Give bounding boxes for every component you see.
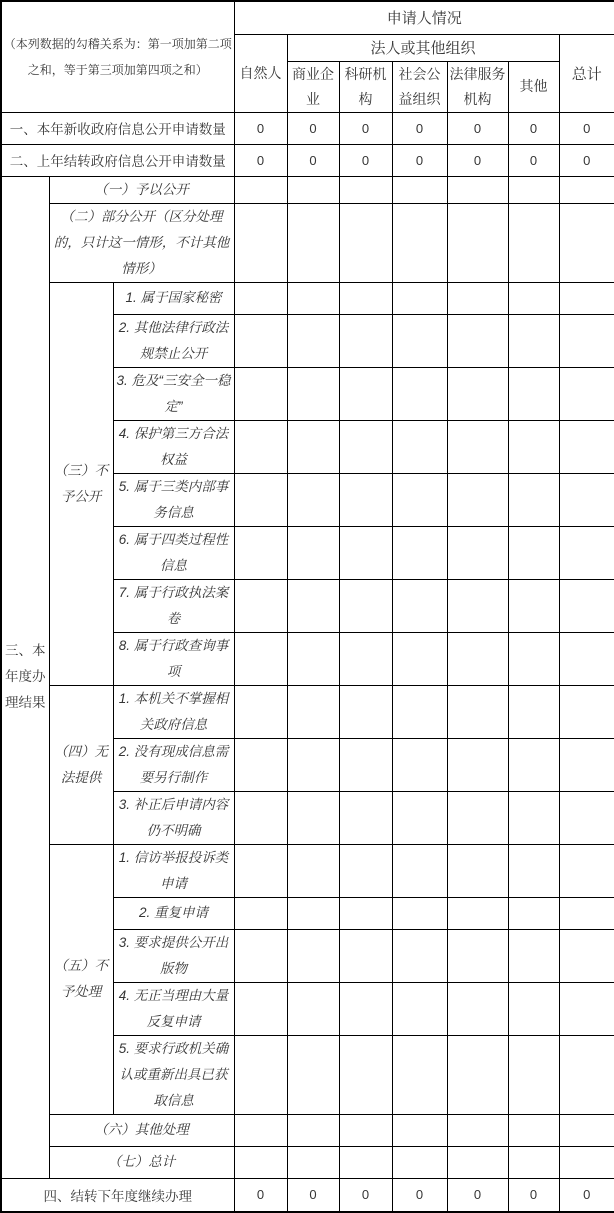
row-label: 4. 保护第三方合法权益 [113,420,234,473]
section-three-label: 三、本年度办理结果 [1,176,49,1178]
row-label: （二）部分公开（区分处理的，只计这一情形，不计其他情形） [49,203,234,282]
data-cell-empty [234,791,287,844]
row-label: 2. 没有现成信息需要另行制作 [113,738,234,791]
data-cell-empty [339,791,392,844]
header-public-welfare-org: 社会公益组织 [392,61,447,112]
row-label: 3. 危及“三安全一稳定” [113,367,234,420]
row-unable-1 [1,685,614,738]
data-cell-empty [339,1146,392,1178]
data-cell-empty [287,420,339,473]
data-cell: 0 [287,112,339,144]
data-cell-empty [234,685,287,738]
data-cell-empty [559,791,614,844]
data-cell-empty [447,473,508,526]
data-cell: 0 [234,1178,287,1212]
data-cell-empty [559,420,614,473]
header-research-institution: 科研机构 [339,61,392,112]
data-cell-empty [339,632,392,685]
data-cell-empty [392,1035,447,1114]
row-label: 1. 信访举报投诉类申请 [113,844,234,897]
group-not-disclosed-label: （三）不予公开 [49,282,113,685]
data-cell-empty [447,367,508,420]
data-cell-empty [559,632,614,685]
data-cell-empty [508,579,559,632]
data-cell-empty [392,203,447,282]
data-cell: 0 [508,112,559,144]
data-cell: 0 [392,144,447,176]
data-cell-empty [392,791,447,844]
data-cell-empty [508,1035,559,1114]
data-cell-empty [287,526,339,579]
data-cell-empty [287,579,339,632]
row-label: 7. 属于行政执法案卷 [113,579,234,632]
data-cell-empty [447,844,508,897]
data-cell-empty [508,791,559,844]
row-label: 2. 其他法律行政法规禁止公开 [113,314,234,367]
row-label: 5. 要求行政机关确认或重新出具已获取信息 [113,1035,234,1114]
data-cell-empty [392,473,447,526]
data-cell-empty [287,632,339,685]
data-cell-empty [508,1114,559,1146]
data-cell-empty [287,314,339,367]
row-label: 一、本年新收政府信息公开申请数量 [1,112,234,144]
data-cell-empty [234,632,287,685]
data-cell-empty [234,176,287,203]
data-cell-empty [392,420,447,473]
data-cell-empty [287,685,339,738]
data-cell-empty [447,176,508,203]
row-other-handling [1,1114,614,1146]
data-cell-empty [392,1114,447,1146]
data-cell: 0 [234,144,287,176]
row-granted [1,176,614,203]
data-cell: 0 [447,144,508,176]
data-cell-empty [508,844,559,897]
data-cell-empty [234,1146,287,1178]
data-cell-empty [508,176,559,203]
row-carried-from-prev [1,144,614,176]
data-cell-empty [392,176,447,203]
data-cell-empty [234,929,287,982]
row-label: 1. 本机关不掌握相关政府信息 [113,685,234,738]
row-label: 四、结转下年度继续办理 [1,1178,234,1212]
data-cell-empty [287,282,339,314]
data-cell-empty [339,982,392,1035]
data-cell-empty [234,982,287,1035]
row-label: 2. 重复申请 [113,897,234,929]
data-cell-empty [392,632,447,685]
data-cell-empty [339,579,392,632]
data-cell-empty [234,420,287,473]
data-cell-empty [339,929,392,982]
row-label: 1. 属于国家秘密 [113,282,234,314]
data-cell-empty [287,176,339,203]
data-cell-empty [508,632,559,685]
row-label: （七）总计 [49,1146,234,1178]
data-cell-empty [447,526,508,579]
data-cell-empty [339,314,392,367]
data-cell: 0 [392,112,447,144]
data-cell: 0 [287,1178,339,1212]
data-cell-empty [559,1114,614,1146]
data-cell: 0 [339,144,392,176]
data-cell-empty [559,929,614,982]
row-subtotal [1,1146,614,1178]
data-cell: 0 [559,1178,614,1212]
row-not-disclosed-1 [1,282,614,314]
data-cell-empty [559,282,614,314]
header-applicant-situation: 申请人情况 [234,1,614,34]
data-cell: 0 [447,1178,508,1212]
data-cell: 0 [339,112,392,144]
data-cell-empty [508,1146,559,1178]
header-legal-or-other-orgs: 法人或其他组织 [287,34,559,61]
data-cell-empty [392,282,447,314]
data-cell-empty [508,282,559,314]
data-cell-empty [508,526,559,579]
data-cell: 0 [559,144,614,176]
data-cell-empty [234,738,287,791]
data-cell-empty [234,473,287,526]
data-cell-empty [447,929,508,982]
data-cell-empty [559,526,614,579]
row-label: 3. 补正后申请内容仍不明确 [113,791,234,844]
data-cell-empty [234,579,287,632]
header-commercial-enterprise: 商业企业 [287,61,339,112]
data-cell-empty [287,1114,339,1146]
data-cell-empty [447,685,508,738]
data-cell-empty [508,203,559,282]
data-cell-empty [234,844,287,897]
data-cell: 0 [339,1178,392,1212]
row-label: 二、上年结转政府信息公开申请数量 [1,144,234,176]
data-cell-empty [447,1146,508,1178]
data-cell-empty [339,282,392,314]
header-legal-service-org: 法律服务机构 [447,61,508,112]
data-cell-empty [508,897,559,929]
data-cell-empty [339,367,392,420]
data-cell-empty [287,1035,339,1114]
data-cell-empty [447,282,508,314]
data-cell: 0 [508,1178,559,1212]
data-cell-empty [559,982,614,1035]
data-cell-empty [392,982,447,1035]
data-cell-empty [392,929,447,982]
reconciliation-note: （本列数据的勾稽关系为：第一项加第二项之和，等于第三项加第四项之和） [1,1,234,112]
header-natural-person: 自然人 [234,34,287,112]
data-cell-empty [287,897,339,929]
data-cell-empty [447,314,508,367]
group-unable-label: （四）无法提供 [49,685,113,844]
data-cell: 0 [287,144,339,176]
data-cell-empty [447,897,508,929]
data-cell-empty [339,897,392,929]
data-cell-empty [339,526,392,579]
data-cell: 0 [559,112,614,144]
data-cell-empty [287,203,339,282]
data-cell-empty [234,314,287,367]
data-cell-empty [447,632,508,685]
row-label: 6. 属于四类过程性信息 [113,526,234,579]
data-cell-empty [447,203,508,282]
data-cell-empty [234,203,287,282]
data-cell-empty [447,1114,508,1146]
header-other: 其他 [508,61,559,112]
data-cell-empty [559,685,614,738]
data-cell-empty [508,473,559,526]
data-cell-empty [559,203,614,282]
data-cell-empty [392,579,447,632]
data-cell-empty [447,982,508,1035]
data-cell-empty [339,420,392,473]
data-cell-empty [392,367,447,420]
data-cell-empty [392,1146,447,1178]
data-cell-empty [559,1035,614,1114]
data-cell-empty [508,420,559,473]
data-cell: 0 [447,112,508,144]
data-cell-empty [447,420,508,473]
data-cell-empty [287,367,339,420]
data-cell-empty [287,473,339,526]
data-cell-empty [339,738,392,791]
row-label: 5. 属于三类内部事务信息 [113,473,234,526]
data-cell-empty [287,982,339,1035]
data-cell-empty [508,982,559,1035]
data-cell-empty [392,844,447,897]
data-cell-empty [508,367,559,420]
data-cell-empty [447,1035,508,1114]
data-cell-empty [339,844,392,897]
data-cell-empty [392,685,447,738]
row-not-processed-1 [1,844,614,897]
data-cell-empty [339,176,392,203]
data-cell-empty [287,844,339,897]
row-label: （六）其他处理 [49,1114,234,1146]
row-carried-to-next [1,1178,614,1212]
data-cell-empty [447,579,508,632]
data-cell: 0 [508,144,559,176]
data-cell-empty [339,1114,392,1146]
data-cell-empty [559,738,614,791]
data-cell-empty [447,791,508,844]
data-cell-empty [508,685,559,738]
data-cell-empty [559,314,614,367]
header-total: 总计 [559,34,614,112]
data-cell-empty [559,579,614,632]
group-not-processed-label: （五）不予处理 [49,844,113,1114]
data-cell-empty [559,1146,614,1178]
data-cell-empty [339,473,392,526]
data-cell-empty [234,526,287,579]
row-new-received [1,112,614,144]
data-cell-empty [234,897,287,929]
data-cell-empty [234,367,287,420]
data-cell-empty [508,314,559,367]
data-cell-empty [508,929,559,982]
data-cell-empty [339,1035,392,1114]
row-label: （一）予以公开 [49,176,234,203]
row-label: 4. 无正当理由大量反复申请 [113,982,234,1035]
data-cell-empty [339,685,392,738]
data-cell-empty [392,897,447,929]
data-cell-empty [559,473,614,526]
data-cell: 0 [392,1178,447,1212]
data-cell-empty [234,1035,287,1114]
data-cell-empty [287,1146,339,1178]
data-cell-empty [392,526,447,579]
data-cell-empty [447,738,508,791]
row-label: 3. 要求提供公开出版物 [113,929,234,982]
row-label: 8. 属于行政查询事项 [113,632,234,685]
data-cell-empty [339,203,392,282]
data-cell: 0 [234,112,287,144]
data-cell-empty [287,791,339,844]
data-cell-empty [234,1114,287,1146]
data-cell-empty [234,282,287,314]
data-cell-empty [559,367,614,420]
data-cell-empty [392,738,447,791]
data-cell-empty [287,738,339,791]
data-cell-empty [508,738,559,791]
row-partially-granted [1,203,614,282]
data-cell-empty [392,314,447,367]
data-cell-empty [559,176,614,203]
data-cell-empty [287,929,339,982]
data-cell-empty [559,844,614,897]
data-cell-empty [559,897,614,929]
